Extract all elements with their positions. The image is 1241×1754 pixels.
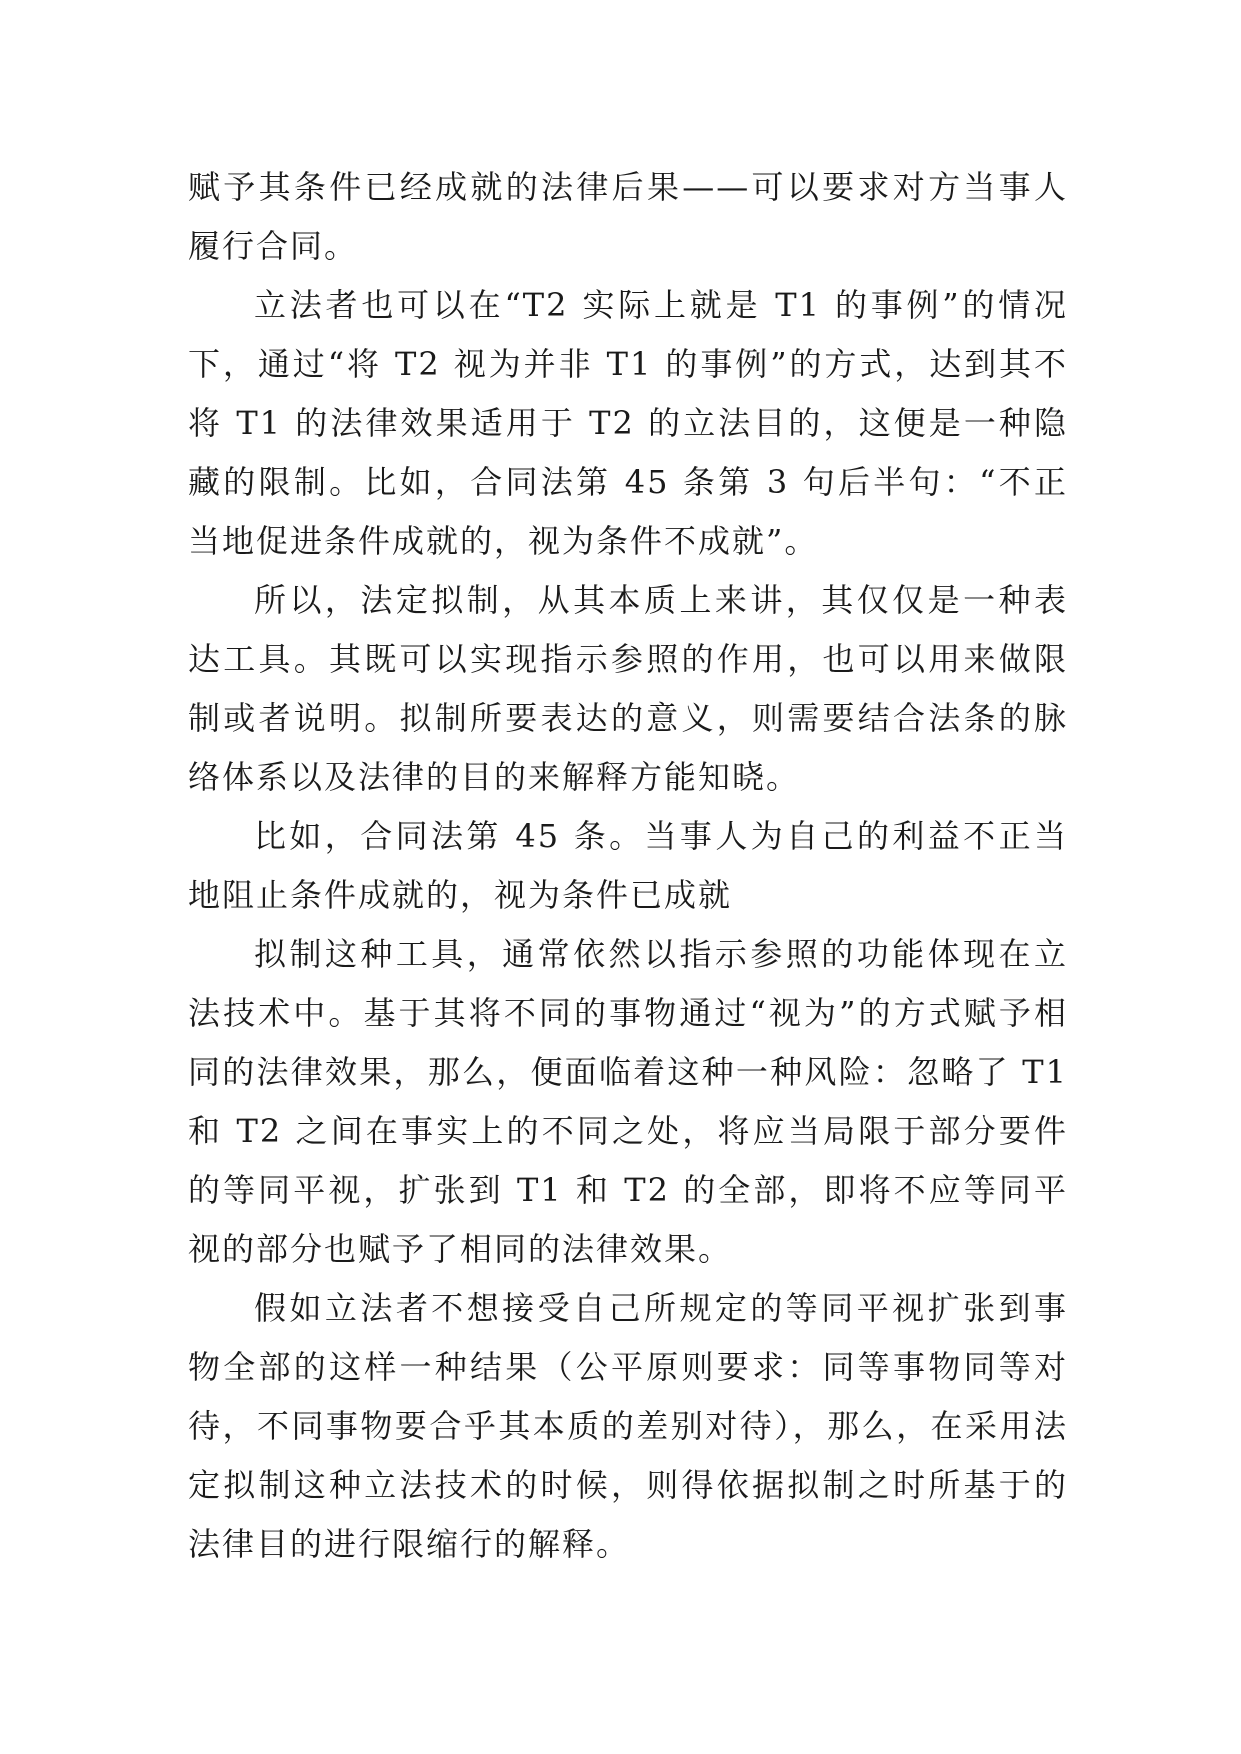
paragraph-4: 比如，合同法第 45 条。当事人为自己的利益不正当地阻止条件成就的，视为条件已成就 [188, 817, 1068, 914]
paragraph-1: 赋予其条件已经成就的法律后果——可以要求对方当事人履行合同。 [188, 168, 1068, 265]
paragraph-6: 假如立法者不想接受自己所规定的等同平视扩张到事物全部的这样一种结果（公平原则要求：同等事物同等对待，不同事物要合乎其本质的差别对待），那么，在采用法定拟制这种立法技术的时候，则得依据拟制之时所基于的法律目的进行限缩行的解释。 [188, 1289, 1068, 1563]
document-body [188, 158, 1068, 1574]
paragraph-2: 立法者也可以在“T2 实际上就是 T1 的事例”的情况下，通过“将 T2 视为并非 T1 的事例”的方式，达到其不将 T1 的法律效果适用于 T2 的立法目的，这便是一种隐藏的限制。比如，合同法第 45 条第 3 句后半句：“不正当地促进条件成就的，视为条件不成就”。 [188, 286, 1068, 560]
paragraph-3: 所以，法定拟制，从其本质上来讲，其仅仅是一种表达工具。其既可以实现指示参照的作用，也可以用来做限制或者说明。拟制所要表达的意义，则需要结合法条的脉络体系以及法律的目的来解释方能知晓。 [188, 581, 1068, 796]
paragraph-5: 拟制这种工具，通常依然以指示参照的功能体现在立法技术中。基于其将不同的事物通过“视为”的方式赋予相同的法律效果，那么，便面临着这种一种风险：忽略了 T1 和 T2 之间在事实上的不同之处，将应当局限于部分要件的等同平视，扩张到 T1 和 T2 的全部，即将不应等同平视的部分也赋予了相同的法律效果。 [188, 935, 1068, 1268]
